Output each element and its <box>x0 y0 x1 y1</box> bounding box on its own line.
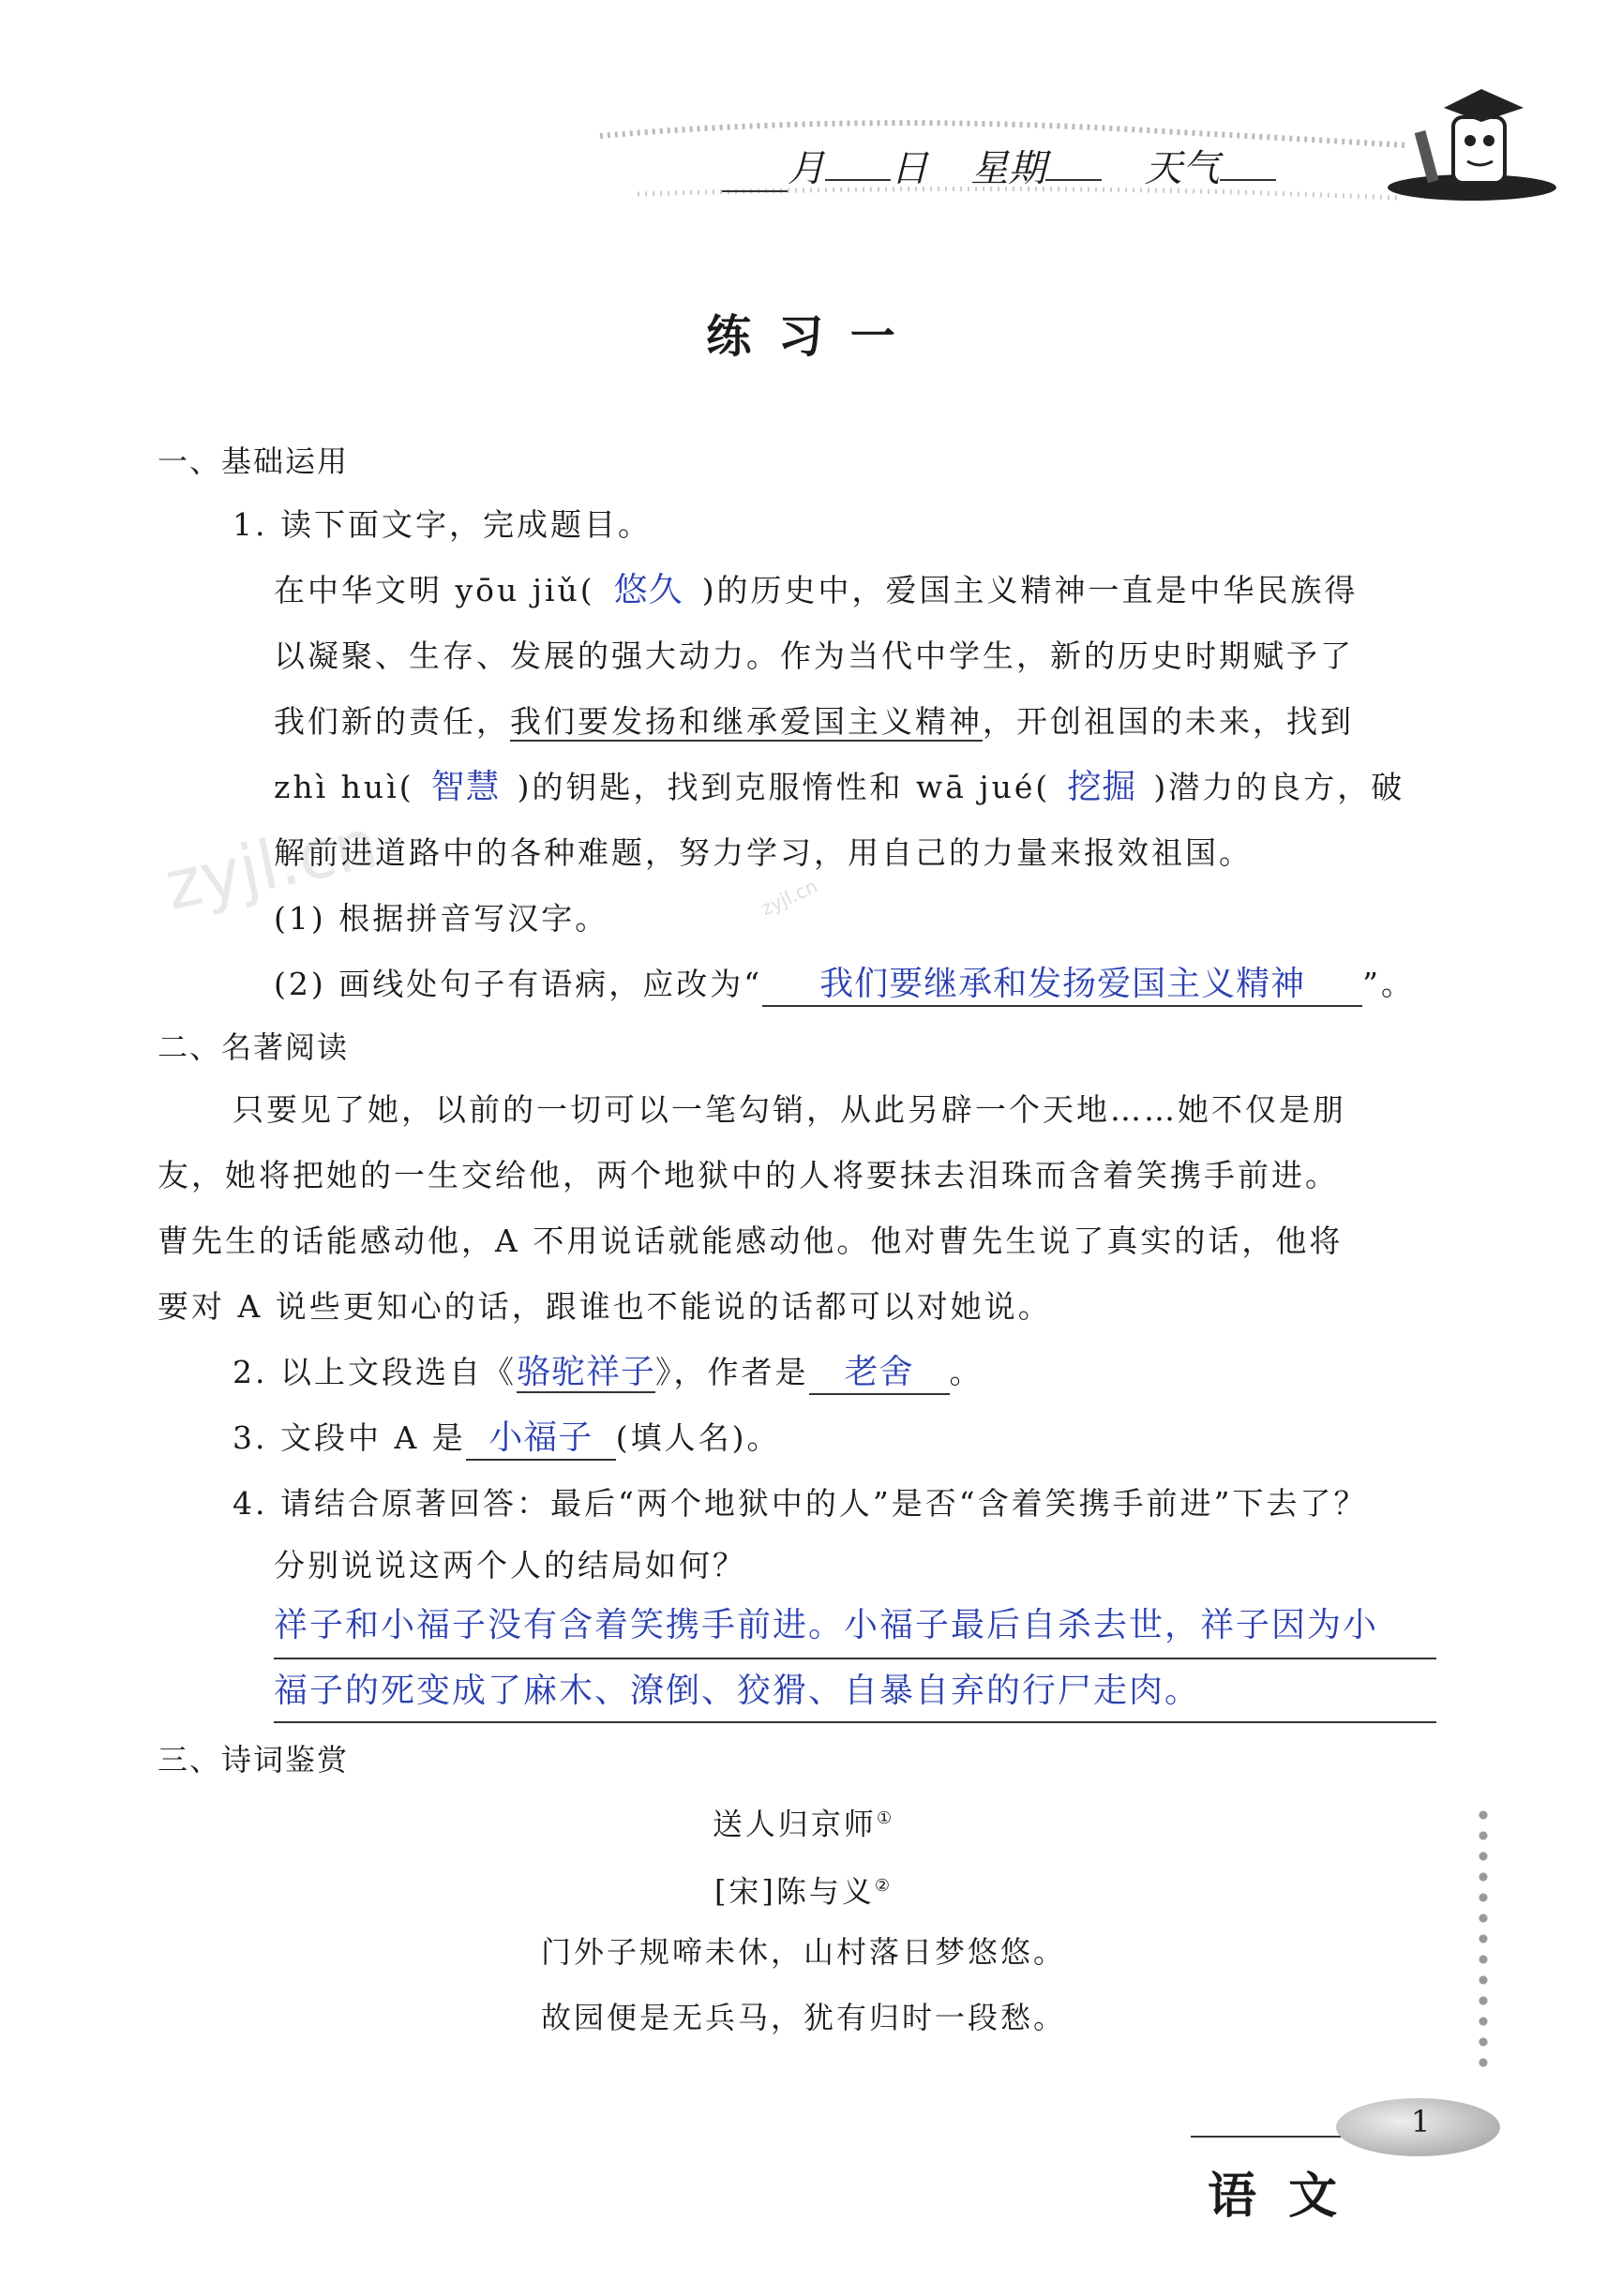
passage-line-1: 在中华文明 yōu jiǔ( 悠久 )的历史中，爱国主义精神一直是中华民族得 <box>274 571 1359 609</box>
passage-line-3: 我们新的责任，我们要发扬和继承爱国主义精神，开创祖国的未来，找到 <box>274 703 1354 740</box>
answer-zhihui: 智慧 <box>430 768 501 806</box>
poem-author: [宋]陈与义 <box>713 1873 875 1910</box>
sub-question-1: (1) 根据拼音写汉字。 <box>274 900 609 937</box>
excerpt-line-1: 只要见了她，以前的一切可以一笔勾销，从此另辟一个天地……她不仅是朋 <box>233 1091 1346 1128</box>
question-3: 3. 文段中 A 是 小福子 (填人名)。 <box>233 1418 781 1461</box>
excerpt-line-3: 曹先生的话能感动他，A 不用说话就能感动他。他对曹先生说了真实的话，他将 <box>158 1223 1344 1259</box>
weekday-label: 星期 <box>970 147 1046 190</box>
answer-corrected-sentence: 我们要继承和发扬爱国主义精神 <box>762 964 1362 1007</box>
month-label: 月 <box>788 147 825 190</box>
section-heading-classics: 二、名著阅读 <box>158 1029 350 1065</box>
poem-title-line: 送人归京师① <box>712 1806 895 1842</box>
day-label: 日 <box>891 147 928 190</box>
answer-youjiu: 悠久 <box>613 571 683 609</box>
page-number: 1 <box>1411 2104 1431 2139</box>
mascot-icon <box>1388 75 1575 206</box>
answer-wajue: 挖掘 <box>1067 768 1137 806</box>
answer-line-1 <box>274 1658 1436 1659</box>
subject-label: 语 文 <box>1208 2168 1345 2225</box>
section-heading-basics: 一、基础运用 <box>158 443 350 479</box>
side-dots-decoration <box>1477 1805 1490 2077</box>
weather-label: 天气 <box>1144 147 1220 190</box>
question-4: 4. 请结合原著回答：最后“两个地狱中的人”是否“含着笑携手前进”下去了？ <box>233 1485 1368 1522</box>
underlined-sentence: 我们要发扬和继承爱国主义精神 <box>510 703 983 740</box>
header-date-line <box>722 139 1276 192</box>
watermark-small: zyjl.cn <box>757 874 821 921</box>
poem-line-2: 故园便是无兵马，犹有归时一段愁。 <box>540 2000 1066 2035</box>
excerpt-line-4: 要对 A 说些更知心的话，跟谁也不能说的话都可以对她说。 <box>158 1288 1052 1325</box>
answer-4-line-1: 祥子和小福子没有含着笑携手前进。小福子最后自杀去世，祥子因为小 <box>274 1606 1379 1644</box>
poem-author-line: [宋]陈与义② <box>713 1873 894 1910</box>
watermark: zyjl.cn <box>158 803 384 925</box>
question-1: 1. 读下面文字，完成题目。 <box>233 506 652 543</box>
answer-character-name: 小福子 <box>466 1418 616 1461</box>
poem-line-1: 门外子规啼未休，山村落日梦悠悠。 <box>540 1934 1066 1970</box>
passage-line-4: zhì huì( 智慧 )的钥匙，找到克服惰性和 wā jué( 挖掘 )潜力的良方，破 <box>274 768 1405 806</box>
answer-book: 骆驼祥子 <box>516 1353 655 1391</box>
answer-author: 老舍 <box>809 1352 950 1395</box>
question-4-cont: 分别说说这两个人的结局如何？ <box>274 1547 746 1583</box>
answer-line-2 <box>274 1721 1436 1723</box>
section-heading-poetry: 三、诗词鉴赏 <box>158 1742 350 1778</box>
page-title: 练 习 一 <box>706 310 901 363</box>
passage-line-2: 以凝聚、生存、发展的强大动力。作为当代中学生，新的历史时期赋予了 <box>274 638 1354 674</box>
question-2: 2. 以上文段选自《骆驼祥子》，作者是 老舍 。 <box>233 1352 984 1395</box>
answer-4-line-2: 福子的死变成了麻木、潦倒、狡猾、自暴自弃的行尸走肉。 <box>274 1672 1201 1710</box>
excerpt-line-2: 友，她将把她的一生交给他，两个地狱中的人将要抹去泪珠而含着笑携手前进。 <box>158 1157 1339 1193</box>
passage-line-5: 解前进道路中的各种难题，努力学习，用自己的力量来报效祖国。 <box>274 834 1253 871</box>
poem-title: 送人归京师 <box>712 1806 877 1842</box>
sub-question-2: (2) 画线处句子有语病，应改为“ 我们要继承和发扬爱国主义精神 ”。 <box>274 964 1415 1007</box>
